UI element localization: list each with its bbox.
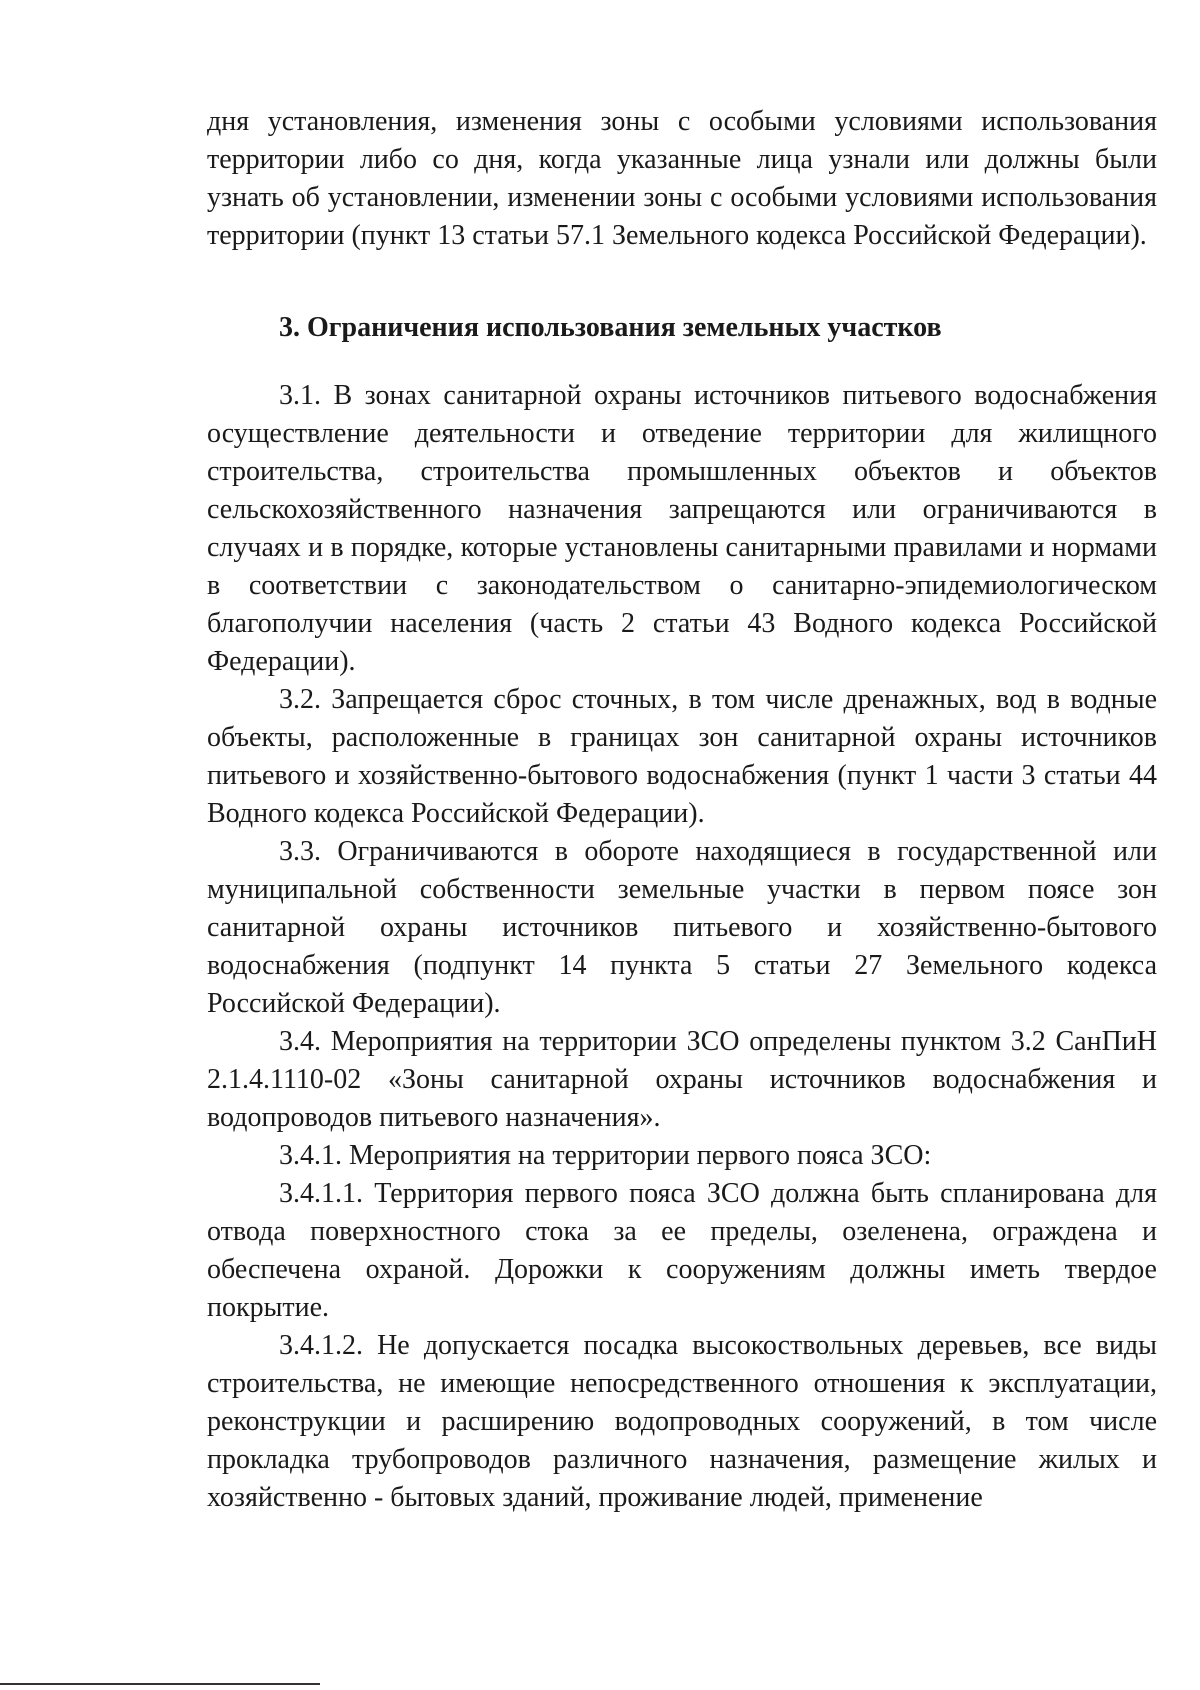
intro-paragraph-block: [207, 103, 1157, 255]
paragraph-3-4-1-1: 3.4.1.1. Территория первого пояса ЗСО должна быть спланирована для отвода поверхностного стока за ее пределы, озеленена, ограждена и обеспечена охраной. Дорожки к сооружениям должны иметь твердое покрытие.: [207, 1178, 1157, 1323]
paragraph-3-1: 3.1. В зонах санитарной охраны источников питьевого водоснабжения осуществление деятельности и отведение территории для жилищного строительства, строительства промышленных объектов и объектов сельскохозяйственного назначения запрещаются или ограничиваются в случаях и в порядке, которые установлены санитарными правилами и нормами в соответствии с законодательством о санитарно-эпидемиологическом благополучии населения (часть 2 статьи 43 Водного кодекса Российской Федерации).: [207, 380, 1157, 677]
paragraph-3-2: 3.2. Запрещается сброс сточных, в том числе дренажных, вод в водные объекты, расположенные в границах зон санитарной охраны источников питьевого и хозяйственно-бытового водоснабжения (пункт 1 части 3 статьи 44 Водного кодекса Российской Федерации).: [207, 684, 1157, 829]
footer-divider: [0, 1683, 320, 1685]
section-heading: 3. Ограничения использования земельных участков: [279, 312, 942, 343]
paragraph-3-4: 3.4. Мероприятия на территории ЗСО определены пунктом 3.2 СанПиН 2.1.4.1110-02 «Зоны санитарной охраны источников водоснабжения и водопроводов питьевого назначения».: [207, 1026, 1157, 1133]
paragraph-3-4-1-2: 3.4.1.2. Не допускается посадка высокоствольных деревьев, все виды строительства, не имеющие непосредственного отношения к эксплуатации, реконструкции и расширению водопроводных сооружений, в том числе прокладка трубопроводов различного назначения, размещение жилых и хозяйственно - бытовых зданий, проживание людей, применение: [207, 1330, 1157, 1513]
paragraph-3-4-1: 3.4.1. Мероприятия на территории первого пояса ЗСО:: [279, 1140, 932, 1171]
intro-paragraph: дня установления, изменения зоны с особыми условиями использования территории либо со дня, когда указанные лица узнали или должны были узнать об установлении, изменении зоны с особыми условиями использования территории (пункт 13 статьи 57.1 Земельного кодекса Российской Федерации).: [207, 106, 1157, 251]
paragraph-3-3: 3.3. Ограничиваются в обороте находящиеся в государственной или муниципальной собственности земельные участки в первом поясе зон санитарной охраны источников питьевого и хозяйственно-бытового водоснабжения (подпункт 14 пункта 5 статьи 27 Земельного кодекса Российской Федерации).: [207, 836, 1157, 1019]
section-body: [207, 377, 1157, 1517]
